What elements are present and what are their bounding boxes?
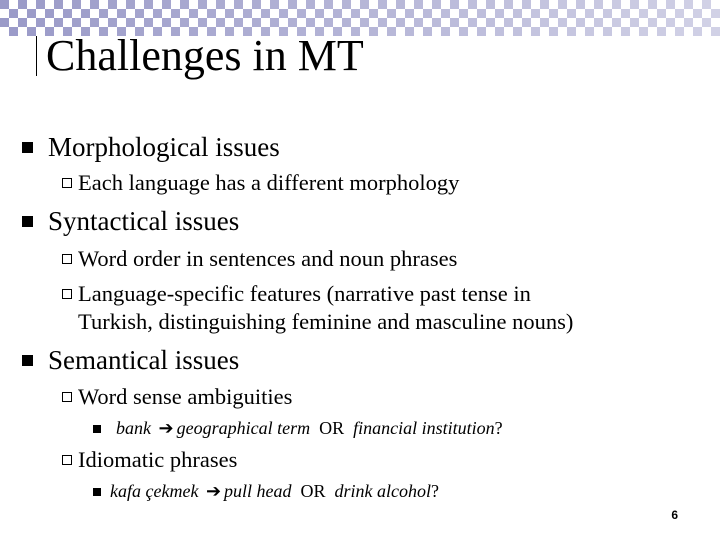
example-word: bank	[116, 418, 151, 438]
sub-bullet-idiomatic: Idiomatic phrases	[78, 447, 238, 472]
slide-title: Challenges in MT	[46, 31, 364, 80]
sub-bullet-checkbox-icon	[62, 289, 72, 299]
sub-bullet-word-order: Word order in sentences and noun phrases	[78, 246, 458, 271]
example-bank	[116, 416, 503, 440]
sub-sub-bullet-square-icon	[93, 488, 101, 496]
example-sense-2: financial institution	[353, 418, 495, 438]
sub-sub-bullet-square-icon	[93, 425, 101, 433]
example-or: OR	[319, 418, 345, 438]
slide-number: 6	[671, 508, 678, 522]
right-arrow-icon: ➔	[158, 418, 174, 438]
bullet-syntactical: Syntactical issues	[48, 206, 240, 236]
sub-bullet-word-sense: Word sense ambiguities	[78, 384, 293, 409]
sub-bullet-language-specific-line1: Language-specific features (narrative past tense in	[78, 281, 531, 306]
example-or: OR	[300, 481, 326, 501]
example-sense-2: drink alcohol	[334, 481, 432, 501]
title-accent-line	[36, 36, 37, 76]
sub-bullet-checkbox-icon	[62, 392, 72, 402]
bullet-square-icon	[22, 355, 33, 366]
example-word: kafa çekmek	[110, 481, 199, 501]
example-kafa-cekmek	[110, 479, 439, 503]
bullet-morphological: Morphological issues	[48, 132, 280, 162]
sub-bullet-morphology: Each language has a different morphology	[78, 170, 460, 195]
sub-bullet-language-specific-line2: Turkish, distinguishing feminine and masculine nouns)	[78, 309, 574, 334]
right-arrow-icon: ➔	[205, 481, 222, 501]
example-sense-1: geographical term	[176, 418, 311, 438]
bullet-semantical: Semantical issues	[48, 345, 240, 375]
sub-bullet-checkbox-icon	[62, 455, 72, 465]
example-question-mark: ?	[494, 418, 503, 438]
bullet-square-icon	[22, 142, 33, 153]
bullet-square-icon	[22, 216, 33, 227]
example-sense-1: pull head	[224, 481, 292, 501]
sub-bullet-checkbox-icon	[62, 178, 72, 188]
example-question-mark: ?	[431, 481, 440, 501]
sub-bullet-checkbox-icon	[62, 254, 72, 264]
